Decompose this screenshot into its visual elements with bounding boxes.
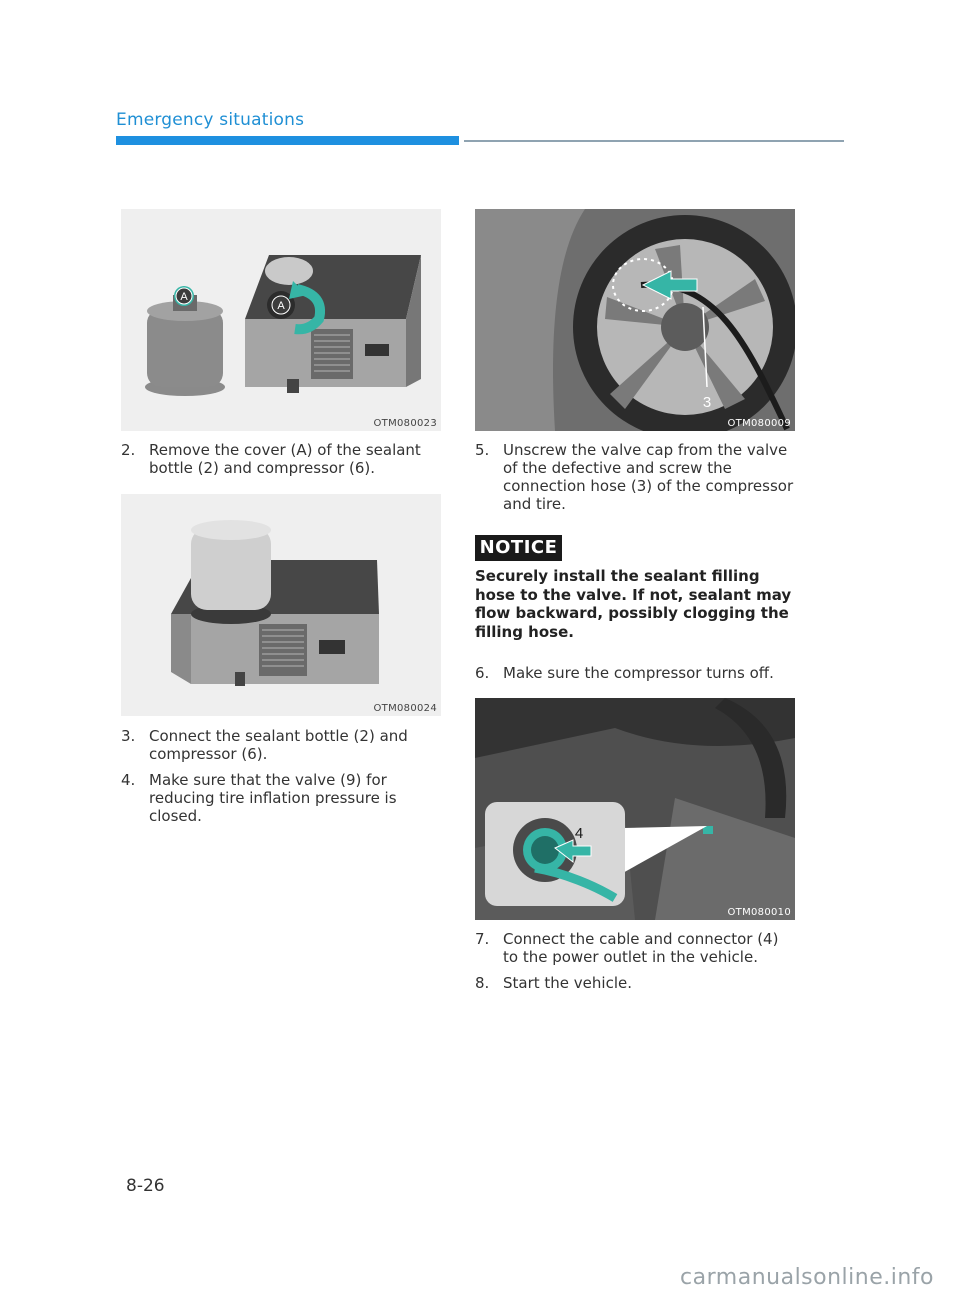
section-title: Emergency situations	[116, 110, 305, 130]
step-text: Unscrew the valve cap from the valve of the defective and screw the connection hose (3) of the compressor and tire.	[503, 441, 794, 513]
step-text: Make sure the compressor turns off.	[503, 664, 774, 682]
watermark[interactable]: carmanualsonline.info	[680, 1265, 934, 1290]
figure-connect-bottle	[121, 494, 441, 716]
step-6	[475, 664, 795, 682]
callout-a-bottle: A	[180, 291, 188, 303]
step-text: Remove the cover (A) of the sealant bottle (2) and compressor (6).	[149, 441, 421, 477]
power-outlet-illustration	[475, 698, 795, 920]
figure-power-outlet	[475, 698, 795, 920]
step-text: Start the vehicle.	[503, 974, 632, 992]
figure-code: OTM080023	[373, 418, 437, 429]
step-number: 5.	[475, 441, 490, 459]
step-3	[121, 727, 441, 763]
figure-code: OTM080010	[727, 907, 791, 918]
notice-text: Securely install the sealant filling hose to the valve. If not, sealant may flow backward, possibly clogging the filling hose.	[475, 567, 792, 641]
step-number: 4.	[121, 771, 136, 789]
header-rule-accent	[116, 136, 459, 145]
step-8	[475, 974, 795, 992]
compressor-with-bottle-illustration	[121, 494, 441, 716]
step-number: 7.	[475, 930, 490, 948]
step-4	[121, 771, 441, 825]
callout-4: 4	[574, 825, 584, 842]
figure-remove-cover	[121, 209, 441, 431]
callout-a-compressor: A	[277, 300, 285, 312]
step-text: Connect the sealant bottle (2) and compressor (6).	[149, 727, 408, 763]
step-7	[475, 930, 795, 966]
step-5	[475, 441, 795, 513]
figure-code: OTM080009	[727, 418, 791, 429]
step-2	[121, 441, 441, 477]
step-number: 3.	[121, 727, 136, 745]
sealant-kit-illustration	[121, 209, 441, 431]
page-number: 8-26	[126, 1176, 165, 1196]
step-number: 6.	[475, 664, 490, 682]
step-number: 2.	[121, 441, 136, 459]
figure-connect-hose	[475, 209, 795, 431]
step-number: 8.	[475, 974, 490, 992]
step-text: Make sure that the valve (9) for reducing tire inflation pressure is closed.	[149, 771, 397, 825]
figure-code: OTM080024	[373, 703, 437, 714]
header-rule	[464, 140, 844, 142]
notice-badge: NOTICE	[475, 535, 562, 561]
step-text: Connect the cable and connector (4) to the power outlet in the vehicle.	[503, 930, 779, 966]
wheel-hose-illustration	[475, 209, 795, 431]
callout-3: 3	[702, 394, 712, 411]
